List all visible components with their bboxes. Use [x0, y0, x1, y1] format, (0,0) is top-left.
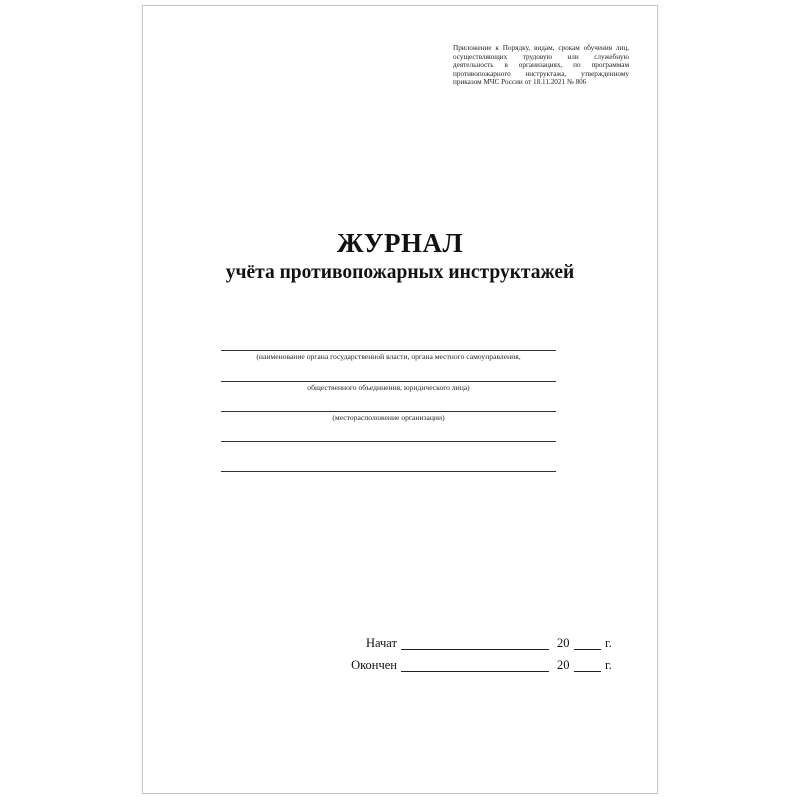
started-date-row	[143, 636, 659, 654]
ended-year-prefix: 20	[557, 658, 570, 672]
started-year-blank	[574, 649, 601, 650]
ended-year-blank	[574, 671, 601, 672]
organization-caption-line-2: общественного объединения, юридического лица)	[307, 383, 470, 392]
started-label: Начат	[365, 636, 397, 650]
document-title: ЖУРНАЛ	[336, 228, 464, 258]
location-line	[221, 411, 556, 412]
blank-line-1	[221, 441, 556, 442]
ended-date-blank	[401, 671, 549, 672]
started-year-prefix: 20	[557, 636, 570, 650]
journal-cover-page	[142, 5, 658, 794]
blank-line-2	[221, 471, 556, 472]
appendix-note: Приложение к Порядку, видам, срокам обучения лиц, осуществляющих трудовую или служебную деятельность в организациях, по программам противопожарного инструктажа, утвержденному приказом МЧС России от 18.11.2021 № 806	[453, 44, 629, 87]
organization-name-line-2	[221, 381, 556, 382]
document-subtitle: учёта противопожарных инструктажей	[225, 262, 575, 283]
started-date-blank	[401, 649, 549, 650]
ended-date-row	[143, 658, 659, 676]
organization-name-line-1	[221, 350, 556, 351]
organization-caption-line-1: (наименование органа государственной власти, органа местного самоуправления,	[256, 352, 521, 361]
ended-year-suffix: г.	[605, 658, 612, 672]
ended-label: Окончен	[351, 658, 397, 672]
location-caption: (месторасположение организации)	[332, 413, 445, 422]
started-year-suffix: г.	[605, 636, 612, 650]
